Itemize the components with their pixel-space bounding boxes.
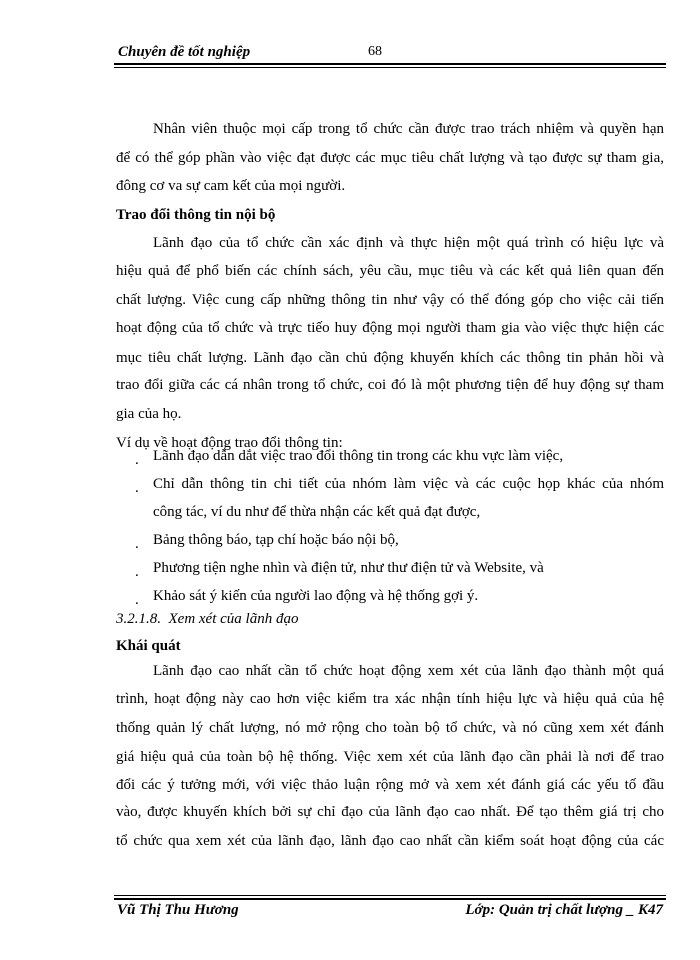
paragraph-line: mục tiêu chất lượng. Lãnh đạo cần chủ động khuyến khích các thông tin phản hồi và bbox=[116, 350, 664, 366]
list-intro: Ví dụ về hoạt động trao đổi thông tin: bbox=[116, 435, 343, 451]
page-number: 68 bbox=[368, 44, 382, 59]
paragraph-line: hoạt động của tổ chức và trực tiếo huy động mọi người tham gia vào việc thực hiện các bbox=[116, 320, 664, 336]
bullet-marker: . bbox=[135, 452, 139, 468]
bullet-marker: . bbox=[135, 592, 139, 608]
paragraph-line: Lãnh đạo của tổ chức cần xác định và thực hiện một quá trình có hiệu lực và bbox=[153, 235, 664, 251]
bullet-marker: . bbox=[135, 564, 139, 580]
paragraph-line: chất lượng. Việc cung cấp những thông tin như vậy có thể đóng góp cho việc cải tiến bbox=[116, 292, 664, 308]
paragraph-line: gia của họ. bbox=[116, 406, 182, 422]
list-item: Bảng thông báo, tạp chí hoặc báo nội bộ, bbox=[153, 532, 399, 548]
paragraph-line: Nhân viên thuộc mọi cấp trong tổ chức cần được trao trách nhiệm và quyền hạn bbox=[153, 121, 664, 137]
paragraph-line: trình, hoạt động này cao hơn việc kiểm tra xác nhận tính hiệu lực và hiệu quả của hệ bbox=[116, 691, 664, 707]
paragraph-line: đổi các ý tưởng mới, với việc thảo luận rộng mở và xem xét đánh giá các yếu tố đầu bbox=[116, 777, 664, 793]
paragraph-line: vào, được khuyến khích bởi sự chỉ đạo của lãnh đạo cao nhất. Để tạo thêm giá trị cho bbox=[116, 804, 664, 820]
section-name: Xem xét của lãnh đạo bbox=[168, 611, 299, 627]
paragraph-line: thống quản lý chất lượng, nó mở rộng cho toàn bộ tổ chức, và nó cũng xem xét đánh bbox=[116, 720, 664, 736]
footer-rule-thin bbox=[114, 895, 666, 896]
section-title bbox=[116, 611, 298, 628]
list-item: Lãnh đạo dẫn dắt việc trao đổi thông tin trong các khu vực làm việc, bbox=[153, 448, 564, 464]
bullet-marker: . bbox=[135, 536, 139, 552]
header-rule-thin bbox=[114, 67, 666, 68]
paragraph-line: Lãnh đạo cao nhất cần tổ chức hoạt động xem xét của lãnh đạo thành một quá bbox=[153, 663, 664, 679]
paragraph-line: đông cơ va sự cam kết của mọi người. bbox=[116, 178, 346, 194]
footer-author: Vũ Thị Thu Hương bbox=[117, 902, 239, 918]
section-number: 3.2.1.8. bbox=[116, 611, 161, 627]
header-rule bbox=[114, 63, 666, 65]
section-heading-overview: Khái quát bbox=[116, 638, 181, 654]
footer-rule bbox=[114, 898, 666, 900]
paragraph-line: để có thể góp phần vào việc đạt được các mục tiêu chất lượng và tạo được sự tham gia, bbox=[116, 150, 664, 166]
list-item: Chỉ dẫn thông tin chi tiết của nhóm làm việc và các cuộc họp khác của nhóm bbox=[153, 476, 664, 492]
section-heading-internal-communication: Trao đổi thông tin nội bộ bbox=[116, 207, 276, 223]
paragraph-line: giá hiệu quả của toàn bộ hệ thống. Việc xem xét của lãnh đạo cần phải là nơi để trao bbox=[116, 749, 664, 765]
paragraph-line: trao đổi giữa các cá nhân trong tổ chức, coi đó là một phương tiện để huy động sự tham bbox=[116, 377, 664, 393]
footer-class: Lớp: Quản trị chất lượng _ K47 bbox=[465, 902, 663, 918]
paragraph-line: tổ chức qua xem xét của lãnh đạo, lãnh đạo cao nhất cần kiểm soát hoạt động của các bbox=[116, 833, 664, 849]
list-item: Khảo sát ý kiến của người lao động và hệ thống gợi ý. bbox=[153, 588, 479, 604]
bullet-marker: . bbox=[135, 480, 139, 496]
header-title: Chuyên đề tốt nghiệp bbox=[118, 44, 251, 60]
list-item-continuation: công tác, ví du như để thừa nhận các kết quả đạt được, bbox=[153, 504, 481, 520]
paragraph-line: hiệu quả để phổ biến các chính sách, yêu cầu, mục tiêu và các kết quả liên quan đến bbox=[116, 263, 664, 279]
list-item: Phương tiện nghe nhìn và điện tử, như thư điện tử và Website, và bbox=[153, 560, 544, 576]
